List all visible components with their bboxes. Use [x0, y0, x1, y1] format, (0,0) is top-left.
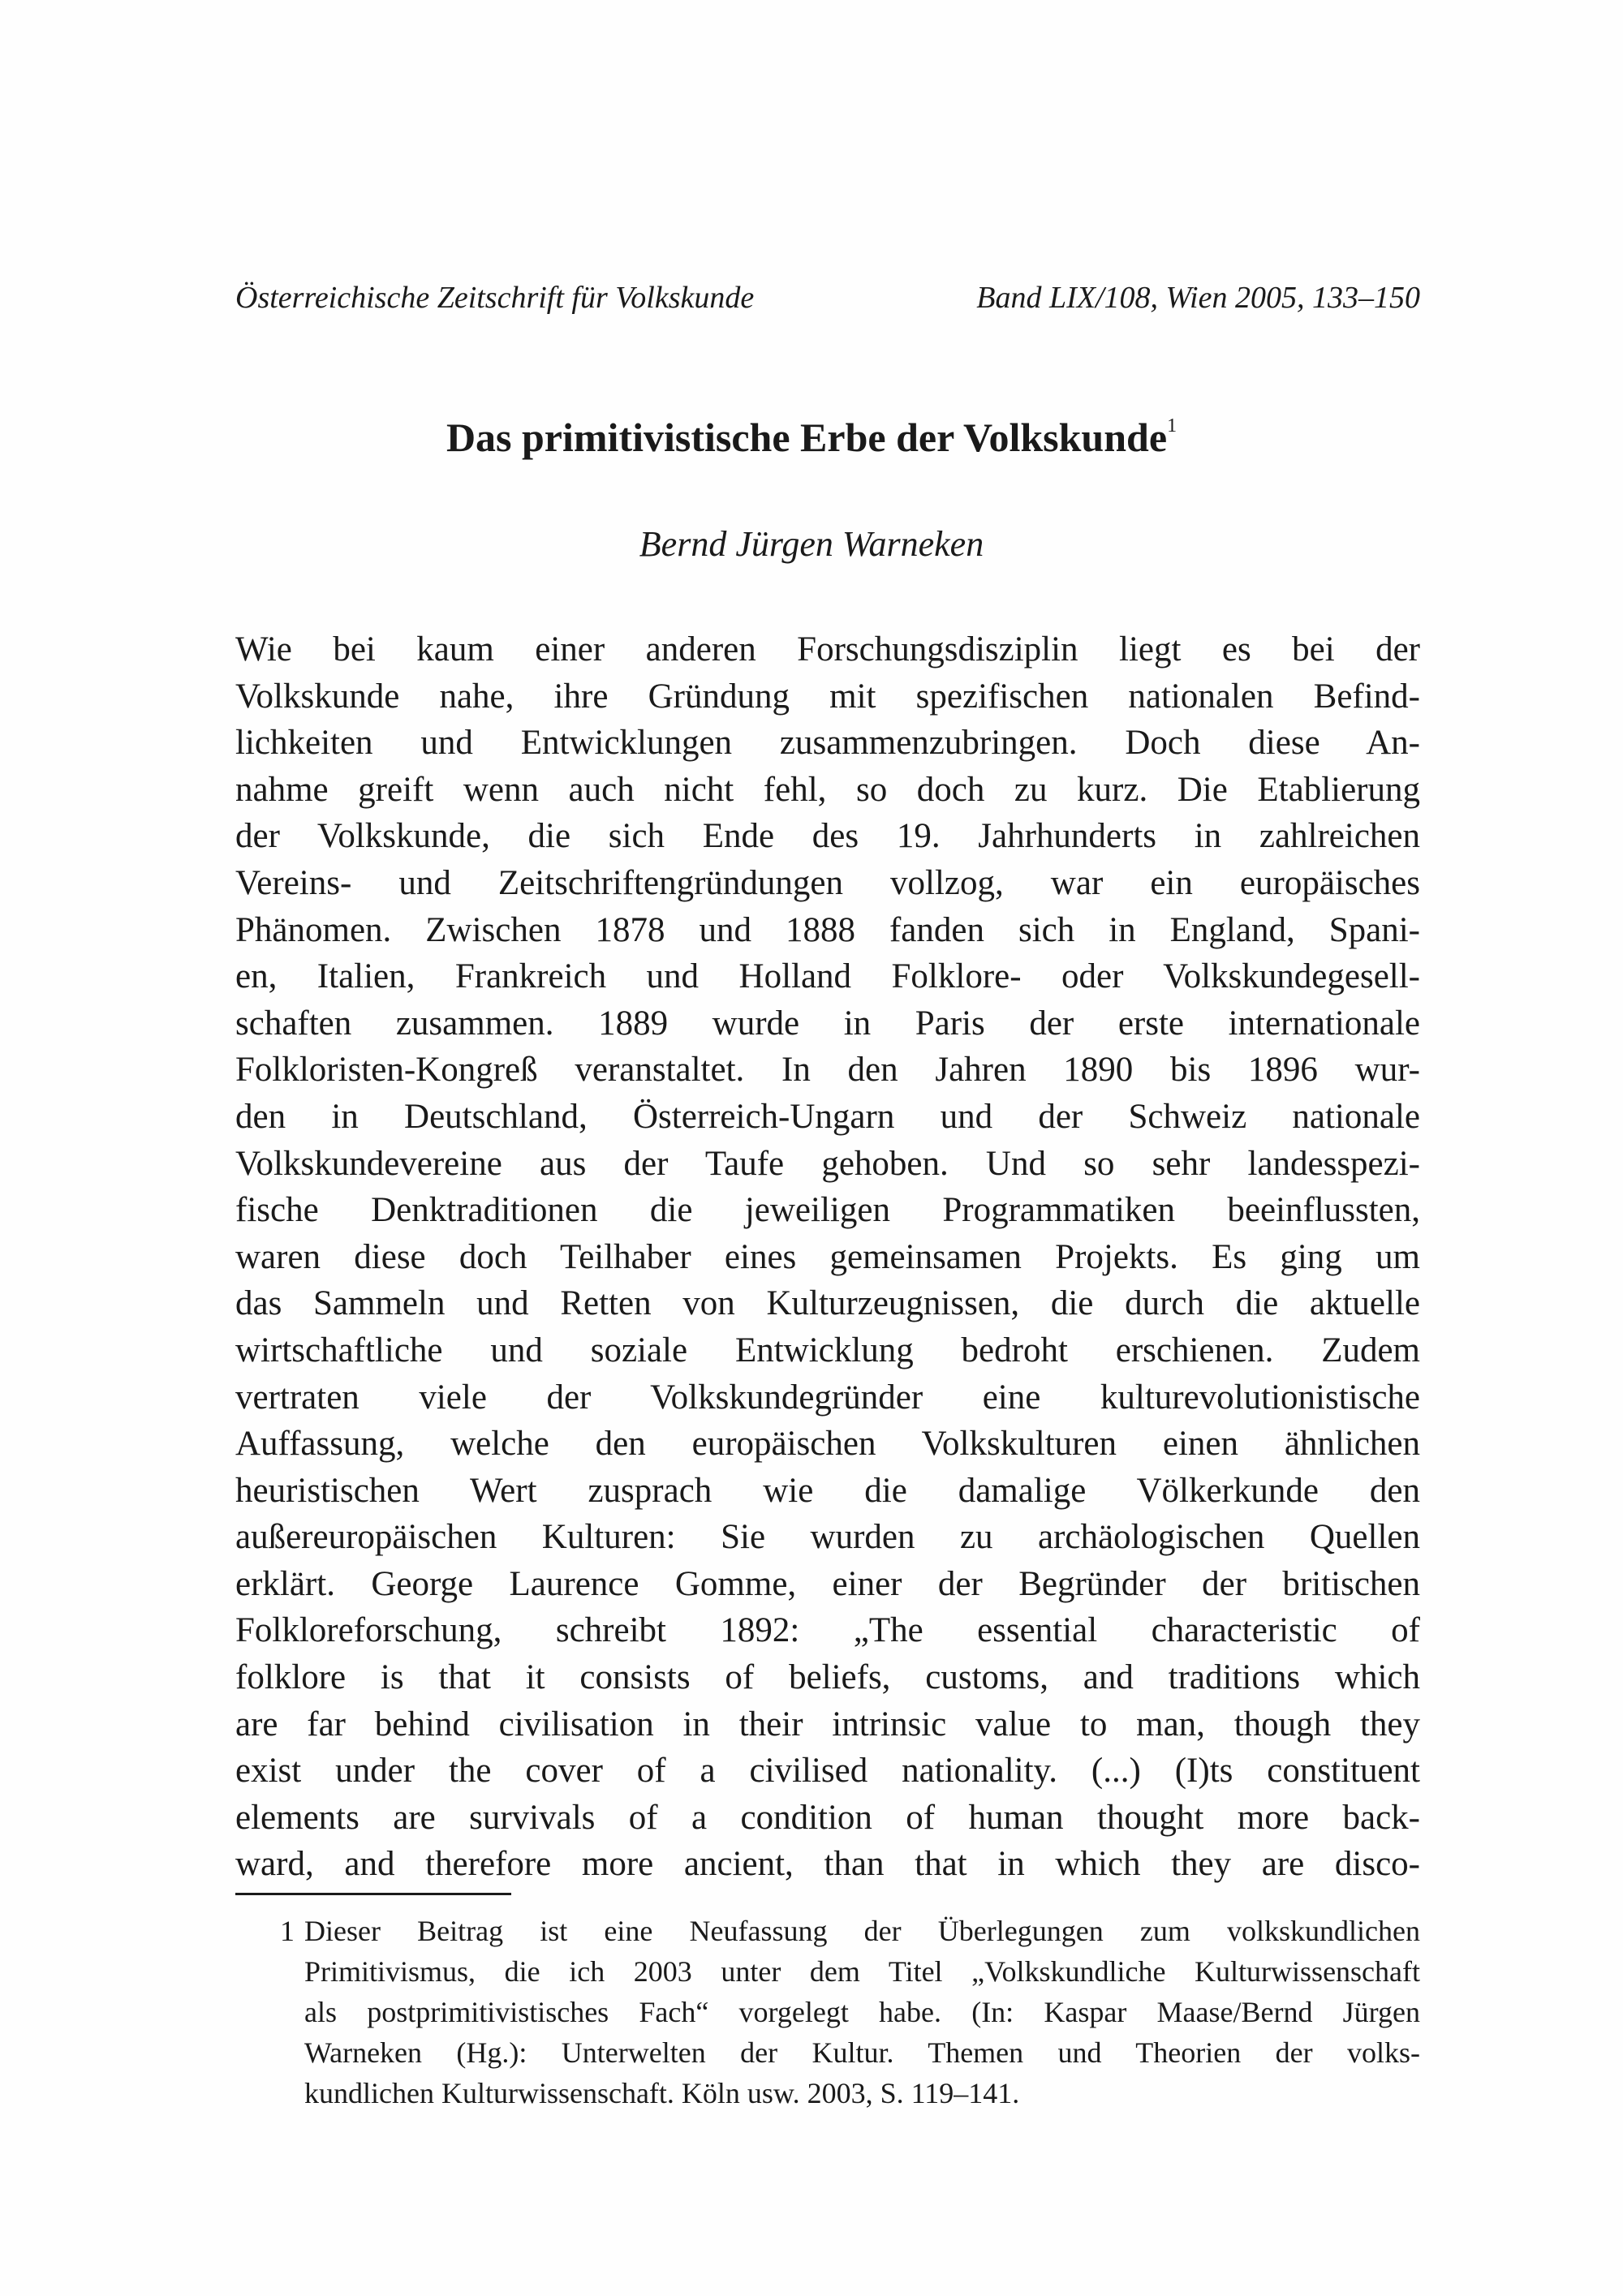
body-line: folklore is that it consists of beliefs, customs, and traditions which [235, 1658, 1420, 1697]
body-line: are far behind civilisation in their intrinsic value to man, though they [235, 1705, 1420, 1743]
body-line: Auffassung, welche den europäischen Volkskulturen einen ähnlichen [235, 1425, 1420, 1464]
body-line: vertraten viele der Volkskundegründer eine kulturevolutionistische [235, 1378, 1420, 1417]
body-line: ward, and therefore more ancient, than that in which they are disco- [235, 1845, 1420, 1884]
body-line: Phänomen. Zwischen 1878 und 1888 fanden sich in England, Spani- [235, 910, 1420, 949]
body-line: Folkloristen-Kongreß veranstaltet. In den Jahren 1890 bis 1896 wur- [235, 1051, 1420, 1090]
footnote-divider [235, 1893, 511, 1895]
footnote [280, 1911, 1420, 2113]
running-header [235, 280, 1420, 320]
footnote-line: Primitivismus, die ich 2003 unter dem Titel „Volkskundliche Kulturwissenschaft [304, 1955, 1420, 1988]
body-line: elements are survivals of a condition of human thought more back- [235, 1798, 1420, 1837]
article-author: Bernd Jürgen Warneken [639, 524, 984, 564]
body-line: en, Italien, Frankreich und Holland Folklore- oder Volkskundegesell- [235, 957, 1420, 996]
body-line: Wie bei kaum einer anderen Forschungsdisziplin liegt es bei der [235, 630, 1420, 669]
body-line: exist under the cover of a civilised nationality. (...) (I)ts constituent [235, 1752, 1420, 1791]
body-text [235, 626, 1420, 1888]
footnote-line: Warneken (Hg.): Unterwelten der Kultur. Themen und Theorien der volks- [304, 2036, 1420, 2069]
body-line: nahme greift wenn auch nicht fehl, so doch zu kurz. Die Etablierung [235, 770, 1420, 809]
footnote-line: Dieser Beitrag ist eine Neufassung der Überlegungen zum volkskundlichen [304, 1915, 1420, 1947]
body-line: heuristischen Wert zusprach wie die damalige Völkerkunde den [235, 1471, 1420, 1510]
article-title-text: Das primitivistische Erbe der Volkskunde [446, 415, 1168, 460]
journal-name: Österreichische Zeitschrift für Volkskunde [235, 281, 755, 315]
body-line: Volkskunde nahe, ihre Gründung mit spezifischen nationalen Befind- [235, 677, 1420, 716]
body-line: Vereins- und Zeitschriftengründungen vollzog, war ein europäisches [235, 863, 1420, 902]
body-line: Volkskundevereine aus der Taufe gehoben. Und so sehr landesspezi- [235, 1144, 1420, 1183]
body-line: lichkeiten und Entwicklungen zusammenzubringen. Doch diese An- [235, 724, 1420, 763]
footnote-text [304, 1911, 1420, 2113]
body-line: der Volkskunde, die sich Ende des 19. Jahrhunderts in zahlreichen [235, 817, 1420, 856]
body-line: das Sammeln und Retten von Kulturzeugnissen, die durch die aktuelle [235, 1284, 1420, 1323]
body-line: Folkloreforschung, schreibt 1892: „The essential characteristic of [235, 1611, 1420, 1650]
footnote-mark[interactable]: 1 [1167, 415, 1177, 436]
body-line: fische Denktraditionen die jeweiligen Programmatiken beeinflussten, [235, 1191, 1420, 1230]
volume-info: Band LIX/108, Wien 2005, 133–150 [976, 281, 1420, 315]
footnote-line: als postprimitivistisches Fach“ vorgelegt habe. (In: Kaspar Maase/Bernd Jürgen [304, 1996, 1420, 2028]
footnote-number: 1 [280, 1915, 295, 1947]
body-line: den in Deutschland, Österreich-Ungarn und der Schweiz nationale [235, 1097, 1420, 1136]
body-line: wirtschaftliche und soziale Entwicklung bedroht erschienen. Zudem [235, 1331, 1420, 1369]
body-line: außereuropäischen Kulturen: Sie wurden zu archäologischen Quellen [235, 1518, 1420, 1557]
body-line: waren diese doch Teilhaber eines gemeinsamen Projekts. Es ging um [235, 1237, 1420, 1276]
body-line: erklärt. George Laurence Gomme, einer der Begründer der britischen [235, 1564, 1420, 1603]
body-line: schaften zusammen. 1889 wurde in Paris der erste internationale [235, 1004, 1420, 1043]
footnote-line: kundlichen Kulturwissenschaft. Köln usw. 2003, S. 119–141. [304, 2077, 1020, 2109]
article-title [0, 414, 1623, 461]
